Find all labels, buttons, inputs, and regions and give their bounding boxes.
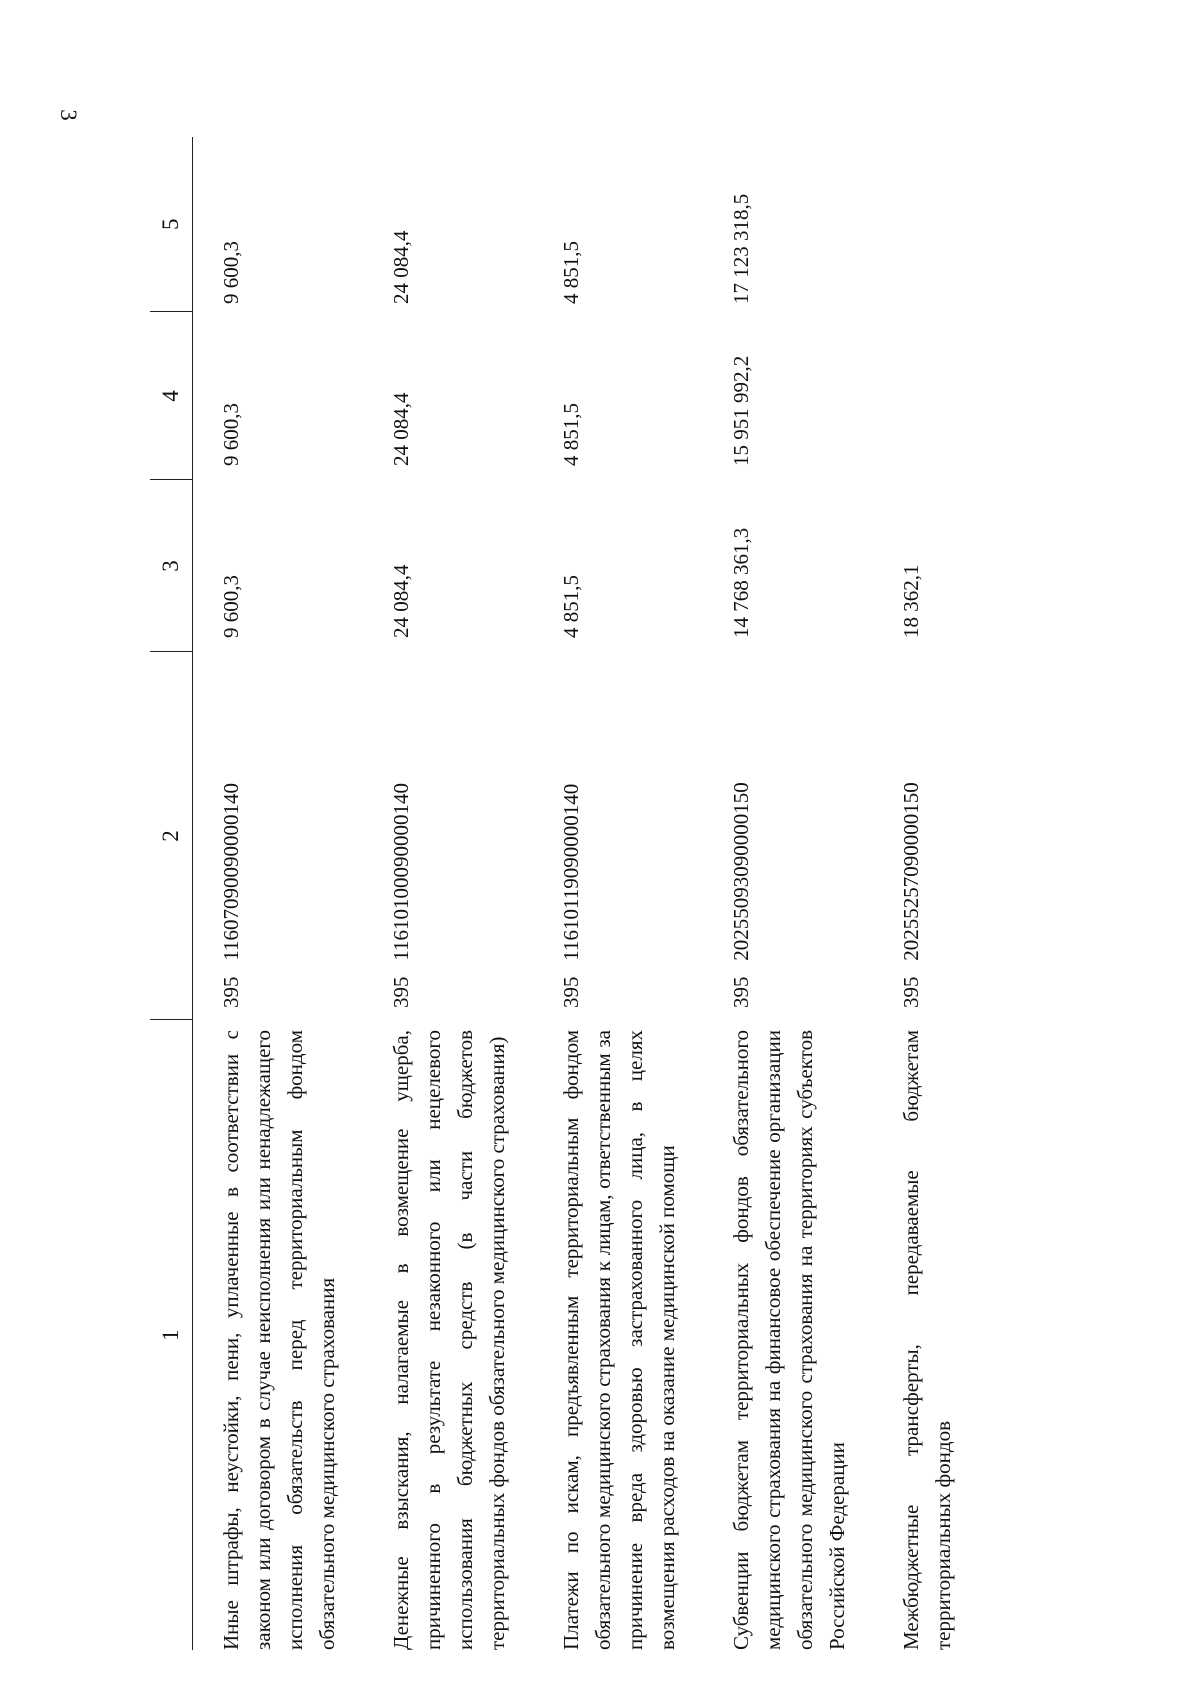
header-col-2: 2	[150, 652, 193, 1020]
page-number: 3	[55, 109, 81, 121]
table-row	[363, 137, 533, 1650]
row-description: Денежные взыскания, налагаемые в возмещение ущерба, причиненного в результате незаконного или нецелевого использования бюджетных средств (в части бюджетов территориальных фондов обязательного медицинского страхования)	[389, 1030, 509, 1650]
row-value-col3: 18 362,1	[899, 564, 923, 638]
admin-code: 395	[389, 976, 413, 1008]
row-codes	[703, 652, 873, 1020]
revenue-table	[150, 137, 979, 1650]
row-value-col3: 24 084,4	[389, 564, 413, 638]
row-value-col3: 9 600,3	[219, 575, 243, 638]
admin-code: 395	[729, 976, 753, 1008]
table-row	[873, 137, 979, 1650]
kbk-code: 11607090090000140	[219, 783, 243, 961]
table-header-row	[150, 137, 193, 1650]
row-codes	[363, 652, 533, 1020]
row-codes	[193, 652, 364, 1020]
header-col-5: 5	[150, 137, 193, 312]
table-row	[193, 137, 364, 1650]
header-col-1: 1	[150, 1020, 193, 1650]
admin-code: 395	[559, 976, 583, 1008]
row-value-col4: 9 600,3	[219, 403, 243, 466]
row-value-col5: 17 123 318,5	[729, 193, 753, 304]
row-value-col4	[873, 312, 979, 480]
row-description: Субвенции бюджетам территориальных фондов обязательного медицинского страхования на финансовое обеспечение организации обязательного медицинского страхования на территориях субъектов Российской Федерации	[729, 1030, 849, 1650]
kbk-code: 11610119090000140	[559, 783, 583, 961]
row-codes	[873, 652, 979, 1020]
row-value-col5: 24 084,4	[389, 230, 413, 304]
row-description: Иные штрафы, неустойки, пени, уплаченные в соответствии с законом или договором в случае неисполнения или ненадлежащего исполнения обязательств перед территориальным фондом обязательного медицинского страхования	[219, 1030, 339, 1650]
header-col-4: 4	[150, 312, 193, 480]
row-value-col5: 9 600,3	[219, 241, 243, 304]
row-description: Платежи по искам, предъявленным территориальным фондом обязательного медицинского страхования к лицам, ответственным за причинение вреда здоровью застрахованного лица, в целях возмещения расходов на оказание медицинской помощи	[559, 1030, 679, 1650]
row-value-col5	[873, 137, 979, 312]
row-value-col4: 24 084,4	[389, 392, 413, 466]
rotated-table-container	[150, 150, 1050, 1650]
kbk-code: 11610100090000140	[389, 783, 413, 961]
row-value-col4: 4 851,5	[559, 403, 583, 466]
row-value-col5: 4 851,5	[559, 241, 583, 304]
row-codes	[533, 652, 703, 1020]
row-description: Межбюджетные трансферты, передаваемые бюджетам территориальных фондов	[899, 1030, 955, 1650]
row-value-col3: 14 768 361,3	[729, 527, 753, 638]
table-row	[703, 137, 873, 1650]
admin-code: 395	[219, 976, 243, 1008]
row-value-col3: 4 851,5	[559, 575, 583, 638]
table-row	[533, 137, 703, 1650]
header-col-3: 3	[150, 480, 193, 652]
admin-code: 395	[899, 976, 923, 1008]
kbk-code: 20255093090000150	[729, 782, 753, 961]
kbk-code: 20255257090000150	[899, 782, 923, 961]
row-value-col4: 15 951 992,2	[729, 355, 753, 466]
